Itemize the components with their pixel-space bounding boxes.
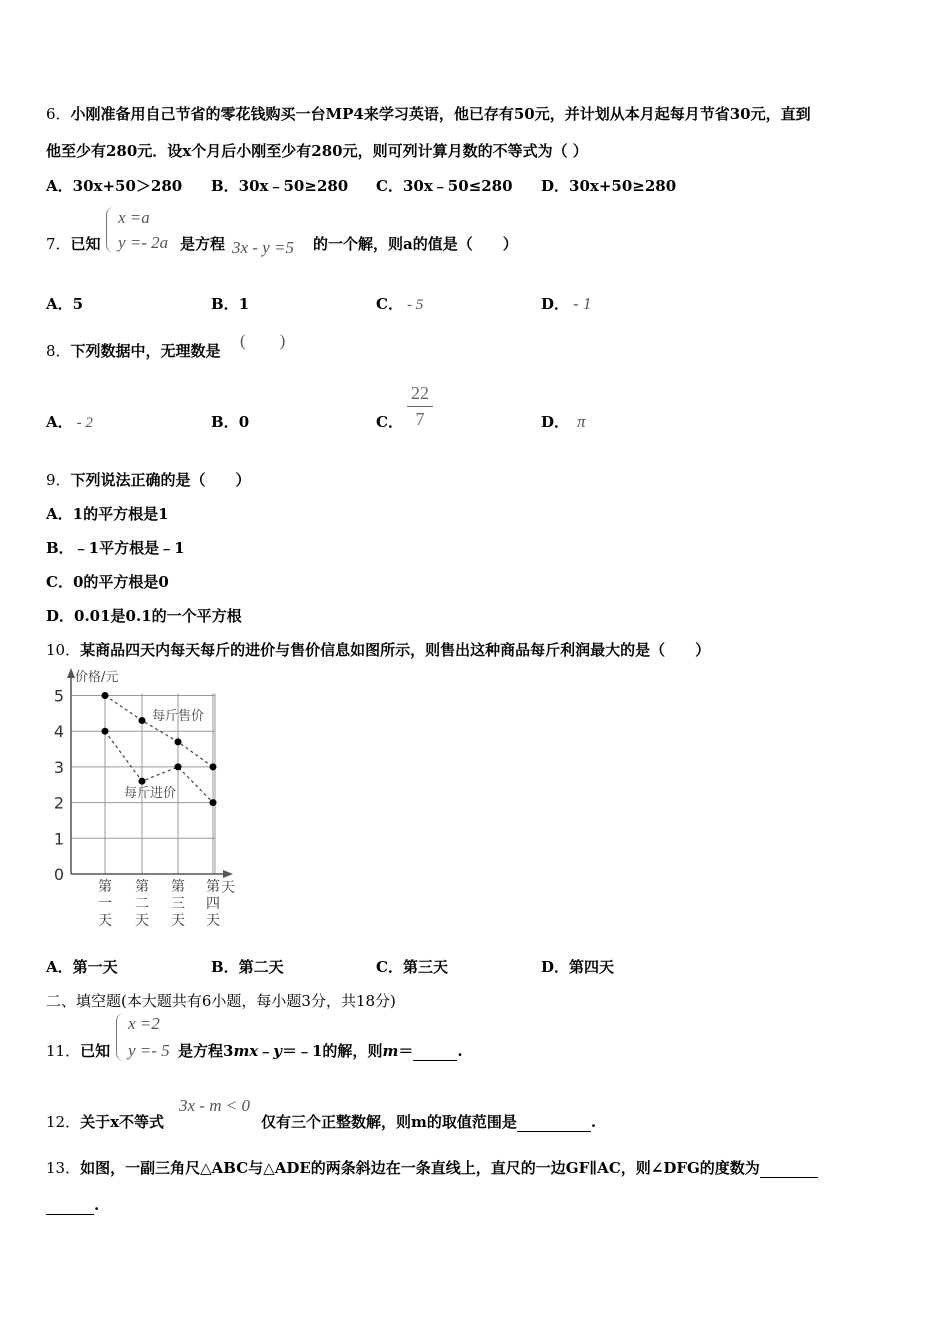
q7-prefix: 已知 [70,235,101,253]
q8-fraction-numerator: 22 [411,383,429,403]
q8-number: 8． [46,342,71,360]
q7-option-b: B．1 [211,295,250,313]
q7-system-line2: y =- 2a [118,233,169,252]
q6-number: 6． [46,105,71,123]
chart-ytick-label: 0 [53,865,65,884]
q6-text-1: 小刚准备用自己节省的零花钱购买一台MP4来学习英语，他已存有50元，并计划从本月起每月节省30元，直到 [70,105,811,123]
chart-xtick-label: 天 [98,913,112,929]
q7-number: 7． [46,235,71,253]
q8-option-b: B．0 [211,413,250,431]
chart-xtick-label: 三 [171,896,185,912]
q8-option-a: A． - 2 [46,413,93,431]
q11-line [46,1040,110,1061]
q6-line1 [46,103,811,124]
chart-point [175,763,182,770]
q13-answer-blank-2[interactable] [46,1196,94,1215]
q13-line2: . [46,1196,99,1215]
chart-xtick-label: 四 [206,896,220,912]
q12-inequality: 3x - m < 0 [179,1096,250,1115]
q7-system-line1: x =a [118,208,150,227]
q10-option-b: B．第二天 [211,958,284,976]
chart-ytick-label: 2 [53,793,65,813]
q7-suffix: 的一个解，则a的值是（ ） [313,235,518,253]
q11-number: 11． [46,1042,81,1060]
chart-point [139,778,146,785]
chart-xtick-label: 天 [171,913,185,929]
chart-point [175,738,182,745]
chart-ytick-label: 4 [53,722,65,742]
q7-line [46,233,101,254]
q11-equation-system [116,1013,180,1063]
q6-option-d: D．30x+50≥280 [541,177,677,195]
q10-text: 某商品四天内每天每斤的进价与售价信息如图所示，则售出这种商品每斤利润最大的是（ ） [80,641,711,659]
q7-mid: 是方程 [180,235,226,253]
q8-option-d: D． π [541,412,586,431]
q10-option-c: C．第三天 [376,958,448,976]
chart-xtick-label: 第 [98,879,112,895]
q9-option-a: A．1的平方根是1 [46,505,169,523]
q13-answer-blank-1[interactable] [760,1159,818,1178]
q10-line [46,639,710,660]
q8-text: 下列数据中，无理数是 [70,342,221,360]
section-2-title: 二、填空题(本大题共有6小题，每小题3分，共18分) [46,992,396,1010]
chart-xtick-label: 天 [206,913,220,929]
q9-text: 下列说法正确的是（ ） [70,471,251,489]
q8-paren: ( ) [240,331,286,350]
q9-option-b: B．﹣1平方根是﹣1 [46,539,185,557]
q9-option-c: C．0的平方根是0 [46,573,169,591]
q9-option-d: D．0.01是0.1的一个平方根 [46,607,242,625]
chart-xtick-label: 第 [171,879,185,895]
q12-number: 12． [46,1113,81,1131]
q12-answer-blank[interactable] [517,1113,591,1132]
q12-prefix: 关于x不等式 [80,1113,165,1131]
q7-option-c: C． - 5 [376,295,424,313]
chart-axes [67,668,233,878]
q11-prefix: 已知 [80,1042,111,1060]
q10-number: 10． [46,641,81,659]
q8-line [46,340,221,361]
q13-line1 [46,1157,818,1178]
chart-point [102,692,109,699]
q9-number: 9． [46,471,71,489]
q13-number: 13． [46,1159,81,1177]
q11-answer-blank[interactable] [413,1042,457,1061]
chart-xtick-label: 第 [206,879,220,895]
q11-system-line1: x =2 [128,1014,160,1033]
q9-line [46,469,251,490]
q6-option-a: A．30x+50＞280 [46,177,183,195]
q8-fraction-denominator: 7 [415,409,425,429]
chart-ytick-label: 3 [53,757,65,777]
q8-option-c-label: C． [376,413,403,431]
chart-point [139,717,146,724]
chart-point [102,728,109,735]
q7-equation: 3x - y =5 [232,238,294,257]
chart-ytick-label: 5 [53,686,65,706]
q7-option-a: A．5 [46,295,84,313]
q13-text: 如图，一副三角尺△ABC与△ADE的两条斜边在一条直线上，直尺的一边GF∥AC，则∠DFG的度数为 [80,1159,760,1177]
q12-suffix: 仅有三个正整数解，则m的取值范围是 . [261,1113,597,1131]
chart-point [210,763,217,770]
chart-xtick-label: 二 [135,896,149,912]
chart-point [210,799,217,806]
q10-option-d: D．第四天 [541,958,615,976]
chart-ylabel: 价格/元 [75,670,119,685]
legend-cost-price: 每斤进价 [124,786,177,801]
q6-line2: 他至少有280元．设x个月后小刚至少有280元，则可列计算月数的不等式为（ ） [46,142,588,160]
chart-xlabel: 天 [221,880,235,896]
q8-option-c-fraction [407,383,433,430]
price-chart [45,664,245,929]
q11-text: 是方程3mx﹣y＝﹣1的解，则m＝ . [178,1042,463,1060]
chart-ytick-label: 1 [53,829,65,849]
chart-xtick-label: 天 [135,913,149,929]
q12-line [46,1111,164,1132]
q11-system-line2: y =- 5 [128,1041,170,1060]
q6-option-c: C．30x﹣50≤280 [376,177,513,195]
q6-option-b: B．30x﹣50≥280 [211,177,349,195]
q7-equation-system [106,207,182,255]
q10-option-a: A．第一天 [46,958,118,976]
chart-xtick-label: 一 [98,896,112,912]
chart-xtick-label: 第 [135,879,149,895]
q7-option-d: D． - 1 [541,294,592,313]
legend-sell-price: 每斤售价 [152,709,205,724]
